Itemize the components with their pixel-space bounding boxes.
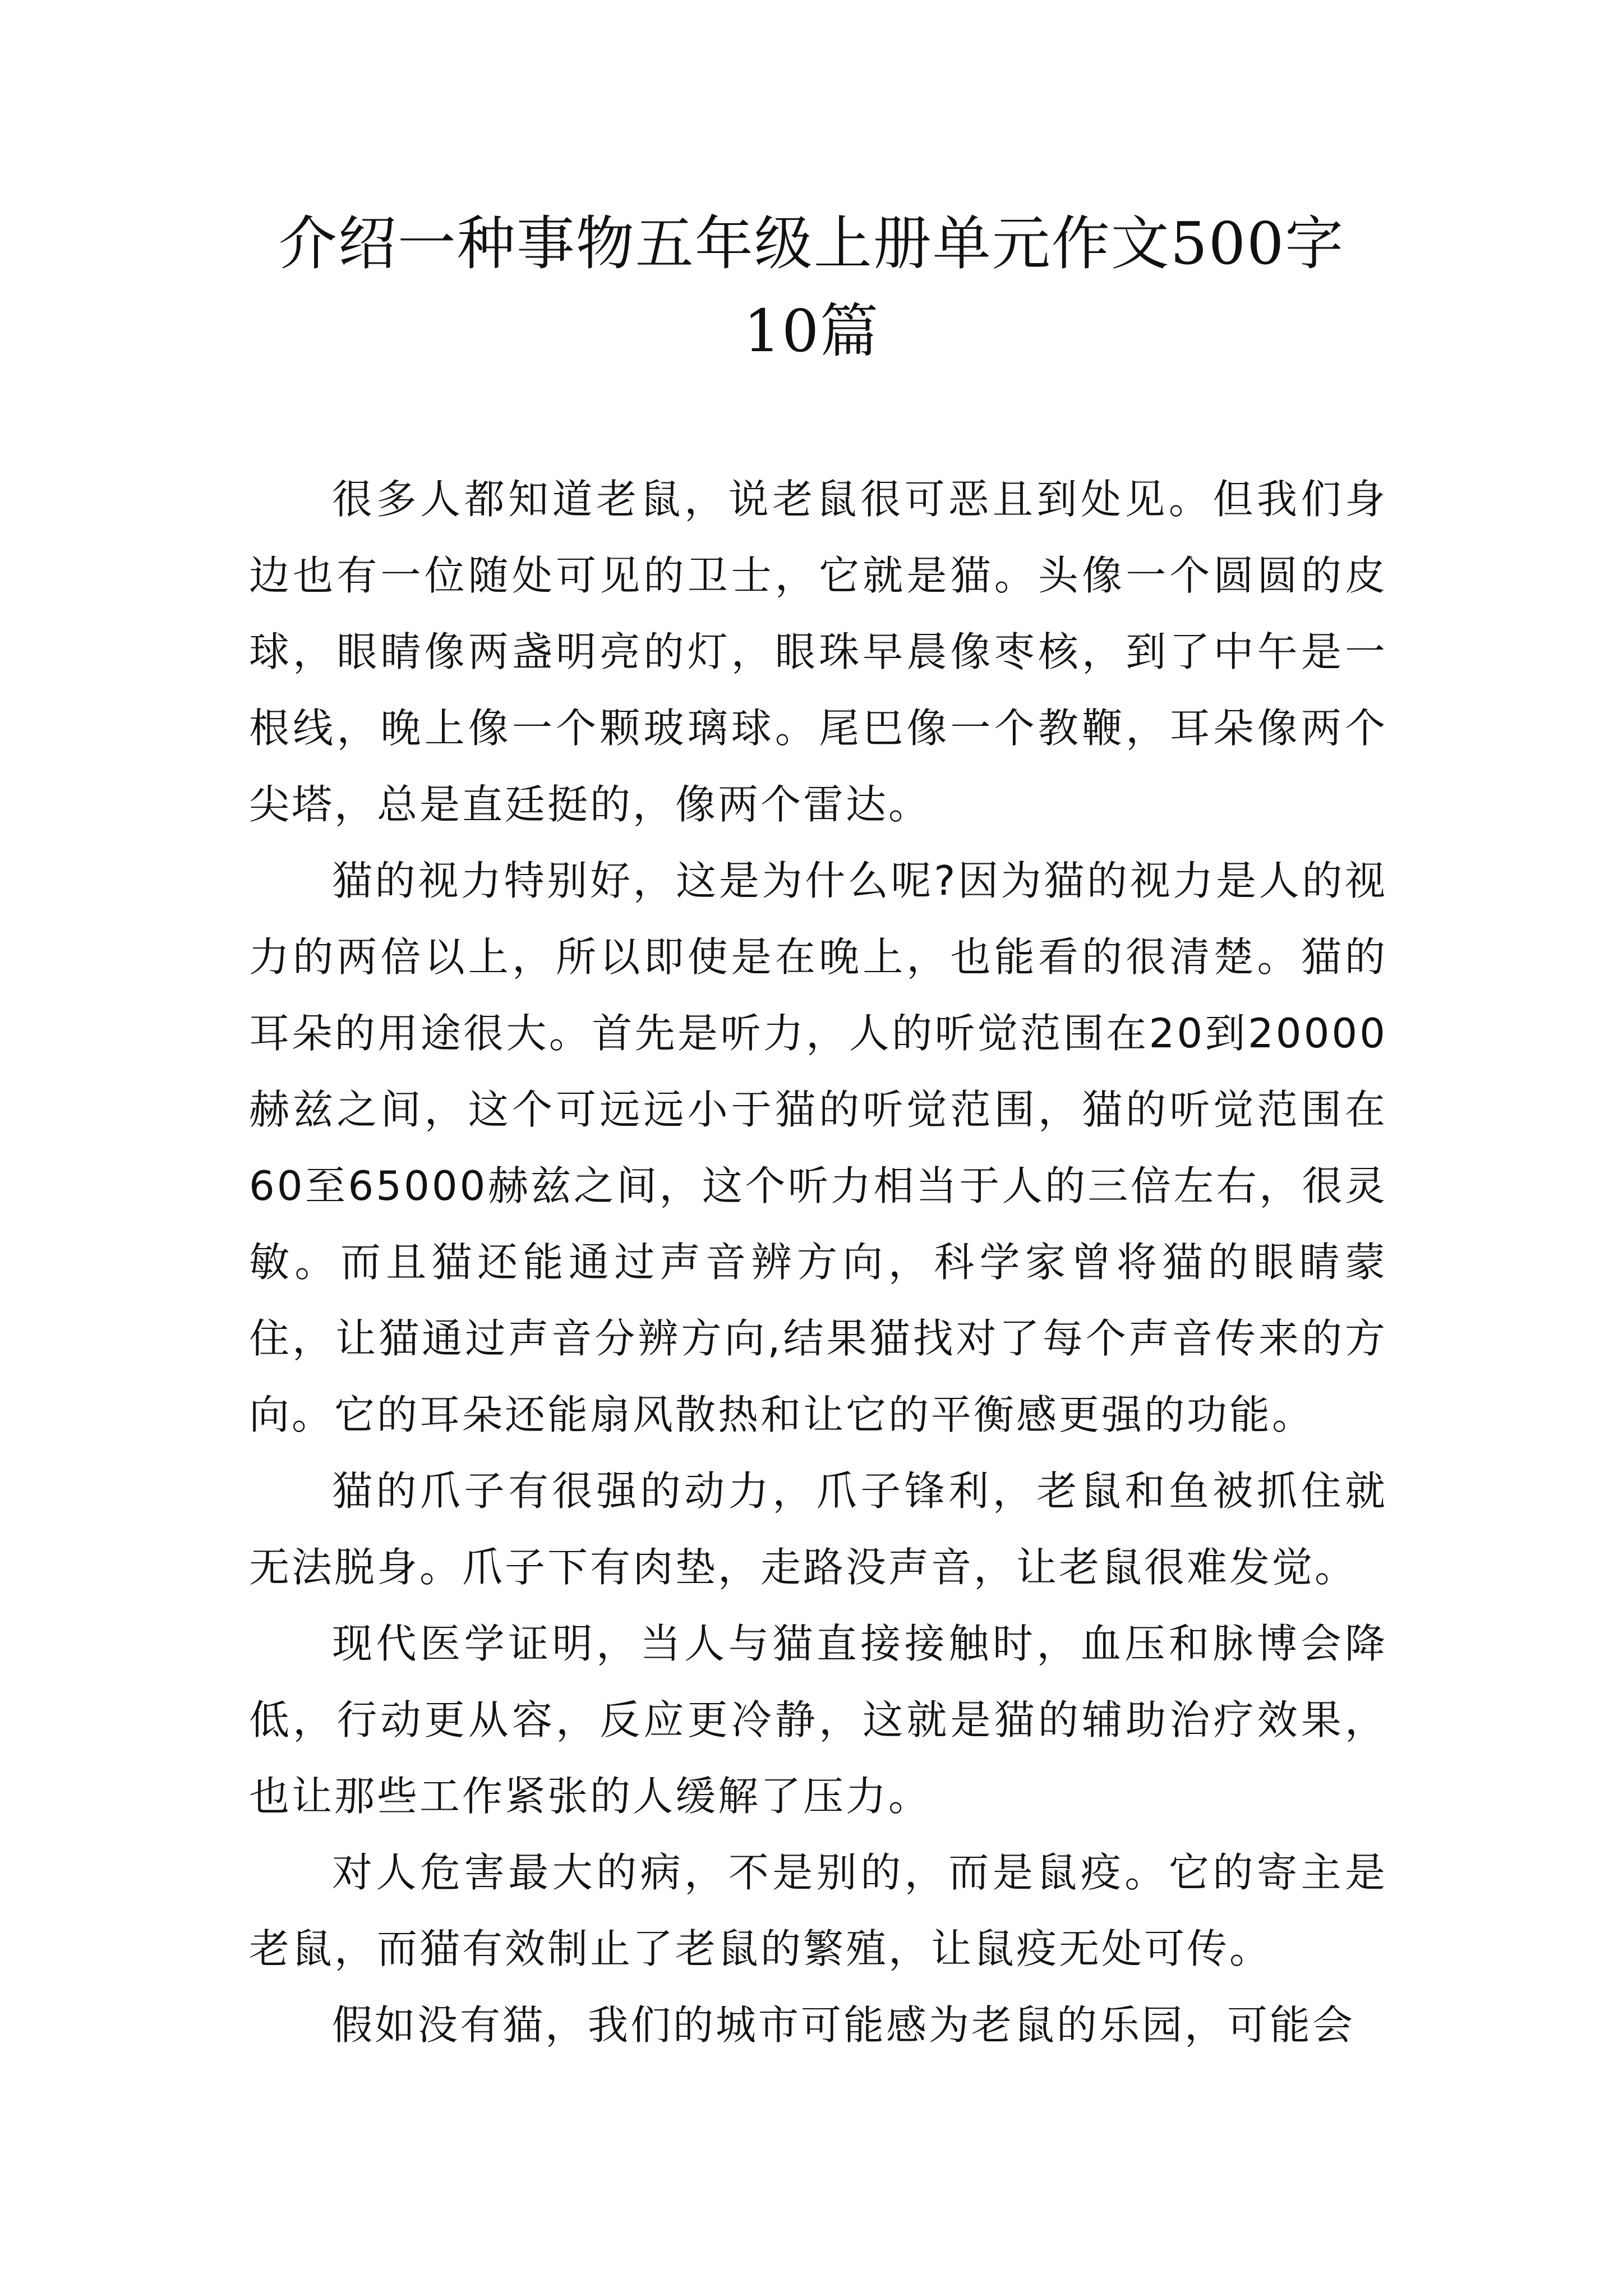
paragraph: 对人危害最大的病，不是别的，而是鼠疫。它的寄主是老鼠，而猫有效制止了老鼠的繁殖，让鼠疫无处可传。 [249,1849,1387,1972]
paragraph: 假如没有猫，我们的城市可能感为老鼠的乐园，可能会 [332,2001,1355,2049]
paragraph: 猫的视力特别好，这是为什么呢?因为猫的视力是人的视力的两倍以上，所以即使是在晚上，也能看的很清楚。猫的耳朵的用途很大。首先是听力，人的听觉范围在20到20000赫兹之间，这个可远远小于猫的听觉范围，猫的听觉范围在60至65000赫兹之间，这个听力相当于人的三倍左右，很灵敏。而且猫还能通过声音辨方向，科学家曾将猫的眼睛蒙住，让猫通过声音分辨方向,结果猫找对了每个声音传来的方向。它的耳朵还能扇风散热和让它的平衡感更强的功能。 [249,857,1387,1438]
document-title-line-2: 10篇 [743,297,880,365]
paragraph: 现代医学证明，当人与猫直接接触时，血压和脉博会降低，行动更从容，反应更冷静，这就是猫的辅助治疗效果，也让那些工作紧张的人缓解了压力。 [249,1620,1387,1820]
document-body [249,461,1387,2063]
paragraph: 猫的爪子有很强的动力，爪子锋利，老鼠和鱼被抓住就无法脱身。爪子下有肉垫，走路没声音，让老鼠很难发觉。 [249,1467,1387,1591]
document-title-line-1: 介绍一种事物五年级上册单元作文500字 [278,209,1345,278]
paragraph: 很多人都知道老鼠，说老鼠很可恶且到处见。但我们身边也有一位随处可见的卫士，它就是猫。头像一个圆圆的皮球，眼睛像两盏明亮的灯，眼珠早晨像枣核，到了中午是一根线，晚上像一个颗玻璃球。尾巴像一个教鞭，耳朵像两个尖塔，总是直廷挺的，像两个雷达。 [249,476,1387,828]
